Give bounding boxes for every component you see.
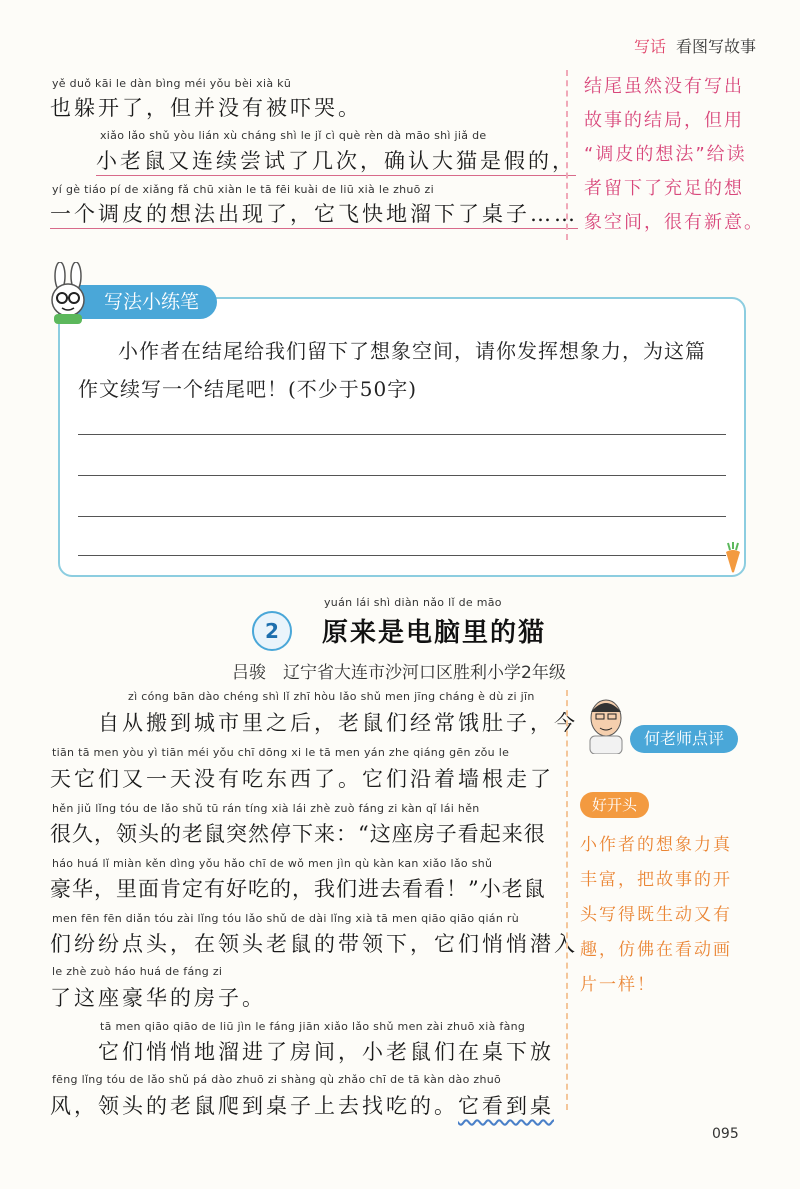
- comment-tag: 好开头: [580, 792, 649, 818]
- story-line: 风，领头的老鼠爬到桌子上去找吃的。它看到桌: [50, 1094, 554, 1118]
- highlighted-phrase: 它看到桌: [458, 1094, 554, 1118]
- story-line: 了这座豪华的房子。: [50, 986, 266, 1010]
- story-line: 豪华，里面肯定有好吃的，我们进去看看！”小老鼠: [50, 877, 546, 901]
- pinyin-line: yě duǒ kāi le dàn bìng méi yǒu bèi xià kū: [52, 77, 292, 90]
- page-header: [634, 34, 756, 57]
- story-line: 一个调皮的想法出现了，它飞快地溜下了桌子……: [50, 198, 578, 229]
- story-line: 自从搬到城市里之后，老鼠们经常饿肚子，今: [98, 711, 578, 735]
- writing-line[interactable]: [78, 475, 726, 476]
- pinyin-line: hěn jiǔ lǐng tóu de lǎo shǔ tū rán tíng xià lái zhè zuò fáng zi kàn qǐ lái hěn: [52, 802, 480, 815]
- subsection-label: 看图写故事: [675, 37, 756, 56]
- writing-line[interactable]: [78, 434, 726, 435]
- pinyin-line: tiān tā men yòu yì tiān méi yǒu chī dōng xi le tā men yán zhe qiáng gēn zǒu le: [52, 746, 510, 759]
- writing-line[interactable]: [78, 516, 726, 517]
- teacher-comment-text: 小作者的想象力真 丰富，把故事的开 头写得既生动又有 趣，仿佛在看动画 片一样！: [580, 835, 732, 995]
- practice-prompt: 作文续写一个结尾吧！(不少于50字): [78, 377, 418, 401]
- story-line: 小老鼠又连续尝试了几次，确认大猫是假的，: [96, 145, 576, 176]
- teacher-comment-label: 何老师点评: [630, 725, 738, 753]
- carrot-icon: [722, 542, 744, 574]
- pinyin-line: fēng lǐng tóu de lǎo shǔ pá dào zhuō zi shàng qù zhǎo chī de tā kàn dào zhuō: [52, 1073, 502, 1086]
- section-label: 写话: [633, 37, 666, 56]
- practice-label: 写法小练笔: [60, 285, 217, 319]
- writing-line[interactable]: [78, 555, 726, 556]
- pinyin-line: xiǎo lǎo shǔ yòu lián xù cháng shì le jǐ cì què rèn dà māo shì jiǎ de: [100, 129, 487, 142]
- teacher-avatar-icon: [582, 694, 630, 754]
- rabbit-mascot-icon: [40, 262, 96, 326]
- pinyin-line: tā men qiāo qiāo de liū jìn le fáng jiān xiǎo lǎo shǔ men zài zhuō xià fàng: [100, 1020, 526, 1033]
- title-pinyin: yuán lái shì diàn nǎo lǐ de māo: [324, 596, 502, 609]
- story-line: 们纷纷点头，在领头老鼠的带领下，它们悄悄潜入: [50, 932, 578, 956]
- pinyin-line: yí gè tiáo pí de xiǎng fǎ chū xiàn le tā fēi kuài de liū xià le zhuō zi: [52, 183, 434, 196]
- comment-box-top: [566, 70, 778, 240]
- practice-prompt: 小作者在结尾给我们留下了想象空间，请你发挥想象力，为这篇: [118, 339, 706, 363]
- story-line: 也躲开了，但并没有被吓哭。: [50, 96, 362, 120]
- page-number: 095: [712, 1126, 739, 1142]
- pinyin-line: men fēn fēn diǎn tóu zài lǐng tóu lǎo shǔ de dài lǐng xià tā men qiāo qiāo qián rù: [52, 912, 520, 925]
- pinyin-line: le zhè zuò háo huá de fáng zi: [52, 965, 223, 978]
- pinyin-line: zì cóng bān dào chéng shì lǐ zhī hòu lǎo shǔ men jīng cháng è dù zi jīn: [128, 690, 535, 703]
- story-line: 天它们又一天没有吃东西了。它们沿着墙根走了: [50, 767, 554, 791]
- story-author: 吕骏 辽宁省大连市沙河口区胜利小学2年级: [232, 663, 566, 683]
- story-line: 它们悄悄地溜进了房间，小老鼠们在桌下放: [98, 1040, 554, 1064]
- story-number: 2: [252, 611, 292, 651]
- comment-text: 结尾虽然没有写出 故事的结局，但用 “调皮的想法”给读 者留下了充足的想 象空间，很有新意。: [584, 76, 764, 233]
- story-title: 原来是电脑里的猫: [322, 618, 547, 648]
- pinyin-line: háo huá lǐ miàn kěn dìng yǒu hǎo chī de wǒ men jìn qù kàn kan xiǎo lǎo shǔ: [52, 857, 493, 870]
- story-line: 很久，领头的老鼠突然停下来：“这座房子看起来很: [50, 822, 546, 846]
